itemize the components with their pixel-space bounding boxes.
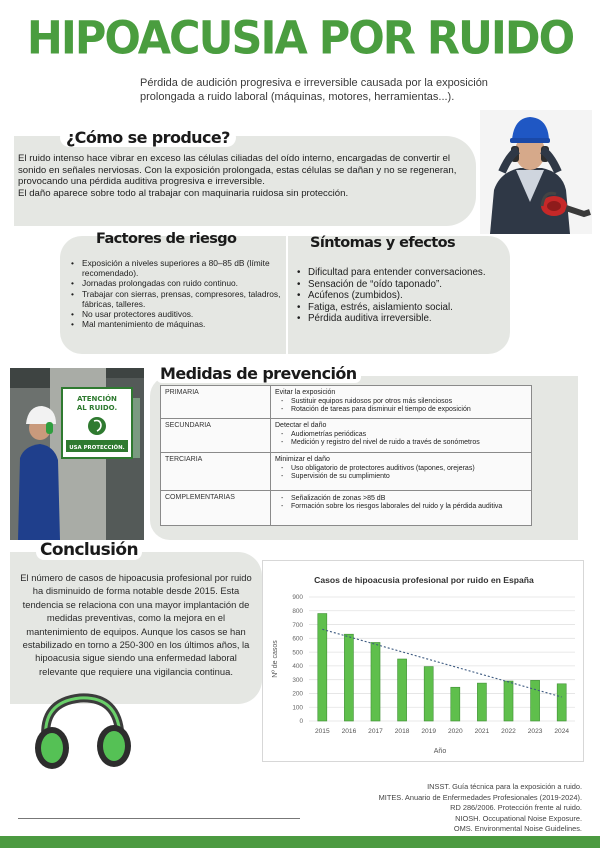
chart-x-tick-labels xyxy=(315,728,569,735)
chart-y-axis-label: Nº de casos xyxy=(272,640,279,678)
list-item: • Trabajar con sierras, prensas, compresores, taladros, fábricas, talleres. xyxy=(70,289,282,309)
how-paragraph-1: El ruido intenso hace vibrar en exceso las células ciliadas del oído interno, encargadas de convertir el sonido en señales nerviosas. Con la exposición prolongada, estas células se dañan y no se regeneran, provocando una pérdida auditiva progresiva e irreversible. xyxy=(18,153,457,188)
y-tick-label: 300 xyxy=(292,676,303,684)
worker-ear-protection-photo xyxy=(480,110,592,234)
symptoms-title: Síntomas y efectos xyxy=(310,235,455,251)
table-row xyxy=(161,453,532,491)
x-tick-label: 2020 xyxy=(447,728,463,735)
y-tick-label: 700 xyxy=(292,621,303,629)
x-tick-label: 2018 xyxy=(394,728,410,735)
list-item: - Formación sobre los riesgos laborales del ruido y la pérdida auditiva xyxy=(275,503,527,511)
bar-2024 xyxy=(557,684,566,721)
prevention-heading: Minimizar el daño xyxy=(275,456,330,463)
x-tick-label: 2024 xyxy=(554,728,570,735)
footer-divider xyxy=(18,818,300,819)
how-section-title: ¿Cómo se produce? xyxy=(60,128,236,147)
bar-2016 xyxy=(344,634,353,721)
how-paragraph-2: El daño aparece sobre todo al trabajar con maquinaria ruidosa sin protección. xyxy=(18,187,349,199)
list-item: • Acúfenos (zumbidos). xyxy=(296,290,506,302)
x-tick-label: 2023 xyxy=(527,728,543,735)
footer-bar xyxy=(0,836,600,848)
chart-bars xyxy=(318,614,566,721)
bar-2023 xyxy=(531,680,540,721)
noise-warning-illustration xyxy=(10,368,144,540)
y-tick-label: 400 xyxy=(292,663,303,671)
list-item: - Sustituir equipos ruidosos por otros más silenciosos xyxy=(275,398,527,406)
x-tick-label: 2019 xyxy=(421,728,437,735)
prevention-level: SECUNDARIA xyxy=(161,419,271,453)
source-item: RD 286/2006. Protección frente al ruido. xyxy=(450,803,582,813)
cases-chart-svg xyxy=(263,561,585,763)
prevention-measures xyxy=(271,453,532,491)
sign-line-2: AL RUIDO. xyxy=(76,404,118,412)
list-item: • Sensación de “oído taponado”. xyxy=(296,279,506,291)
prevention-title: Medidas de prevención xyxy=(156,364,361,383)
chart-x-axis-label: Año xyxy=(433,748,447,755)
table-row xyxy=(161,386,532,419)
source-item: MITES. Anuario de Enfermedades Profesionales (2019-2024). xyxy=(378,792,582,802)
bar-2017 xyxy=(371,642,380,721)
y-tick-label: 0 xyxy=(299,718,303,726)
source-item: OMS. Environmental Noise Guidelines. xyxy=(453,824,582,834)
list-item: • Mal mantenimiento de máquinas. xyxy=(70,319,282,329)
page-subtitle: Pérdida de audición progresiva e irreversible causada por la exposición prolongada a ruido laboral (máquinas, motores, herramientas...). xyxy=(140,77,488,103)
sign-line-3: USA PROTECCIÓN. xyxy=(69,445,125,451)
bar-2019 xyxy=(424,667,433,721)
sign-line-1: ATENCIÓN xyxy=(77,395,117,403)
list-item: • No usar protectores auditivos. xyxy=(70,309,282,319)
how-section-text xyxy=(18,153,458,199)
bar-2022 xyxy=(504,681,513,721)
risk-factors-list xyxy=(70,258,282,329)
ear-icon xyxy=(88,417,106,435)
chart-y-tick-labels xyxy=(292,594,303,725)
list-item: • Fatiga, estrés, aislamiento social. xyxy=(296,302,506,314)
sources-list xyxy=(330,782,582,835)
list-item: • Jornadas prolongadas con ruido continuo. xyxy=(70,278,282,288)
bar-2021 xyxy=(477,683,486,721)
x-tick-label: 2022 xyxy=(501,728,516,735)
cases-chart xyxy=(262,560,584,762)
worker-ear-protection-illustration xyxy=(480,110,592,234)
chart-trendline xyxy=(322,629,561,697)
x-tick-label: 2016 xyxy=(341,728,357,735)
list-item: - Audiometrías periódicas xyxy=(275,431,527,439)
page-title: HIPOACUSIA POR RUIDO xyxy=(26,12,574,66)
table-row xyxy=(161,491,532,526)
y-tick-label: 900 xyxy=(292,594,303,602)
conclusion-text: El número de casos de hipoacusia profesional por ruido ha disminuido de forma notable desde 2015. Esta tendencia se relaciona con una mayor implantación de medidas preventivas, como la mejora en el mantenimiento de equipos. Aunque los casos se han estabilizado en torno a 250-300 en los últimos años, la hipoacusia sigue siendo una enfermedad laboral relevante que requiere una vigilancia continua. xyxy=(20,572,252,677)
conclusion-title: Conclusión xyxy=(36,540,142,560)
y-tick-label: 800 xyxy=(292,607,303,615)
y-tick-label: 600 xyxy=(292,635,303,643)
ear-muffs-icon xyxy=(28,690,138,774)
list-item: • Dificultad para entender conversaciones. xyxy=(296,267,506,279)
y-tick-label: 500 xyxy=(292,649,303,657)
list-item: - Señalización de zonas >85 dB xyxy=(275,495,527,503)
risk-factors-title: Factores de riesgo xyxy=(96,231,237,247)
source-item: INSST. Guía técnica para la exposición a ruido. xyxy=(427,782,582,791)
y-tick-label: 200 xyxy=(292,690,303,698)
x-tick-label: 2021 xyxy=(474,728,490,735)
list-item: • Exposición a niveles superiores a 80–85 dB (límite recomendado). xyxy=(70,258,282,278)
list-item: • Pérdida auditiva irreversible. xyxy=(296,313,506,325)
y-tick-label: 100 xyxy=(292,704,303,712)
chart-title: Casos de hipoacusia profesional por ruido en España xyxy=(314,575,534,585)
prevention-measures xyxy=(271,386,532,419)
prevention-level: COMPLEMENTARIAS xyxy=(161,491,271,526)
prevention-table xyxy=(160,385,532,526)
prevention-level: TERCIARIA xyxy=(161,453,271,491)
list-item: - Supervisión de su cumplimiento xyxy=(275,473,527,481)
noise-warning-photo xyxy=(10,368,144,540)
prevention-level: PRIMARIA xyxy=(161,386,271,419)
bar-2018 xyxy=(398,659,407,721)
prevention-measures xyxy=(271,491,532,526)
bar-2020 xyxy=(451,687,460,721)
source-item: NIOSH. Occupational Noise Exposure. xyxy=(455,813,582,823)
x-tick-label: 2017 xyxy=(368,728,383,735)
x-tick-label: 2015 xyxy=(314,728,330,735)
list-item: - Medición y registro del nivel de ruido a través de sonómetros xyxy=(275,439,527,447)
symptoms-list xyxy=(296,267,506,325)
table-row xyxy=(161,419,532,453)
list-item: - Uso obligatorio de protectores auditivos (tapones, orejeras) xyxy=(275,465,527,473)
list-item: - Rotación de tareas para disminuir el tiempo de exposición xyxy=(275,406,527,414)
prevention-heading: Evitar la exposición xyxy=(275,389,336,396)
prevention-heading: Detectar el daño xyxy=(275,422,327,429)
prevention-measures xyxy=(271,419,532,453)
